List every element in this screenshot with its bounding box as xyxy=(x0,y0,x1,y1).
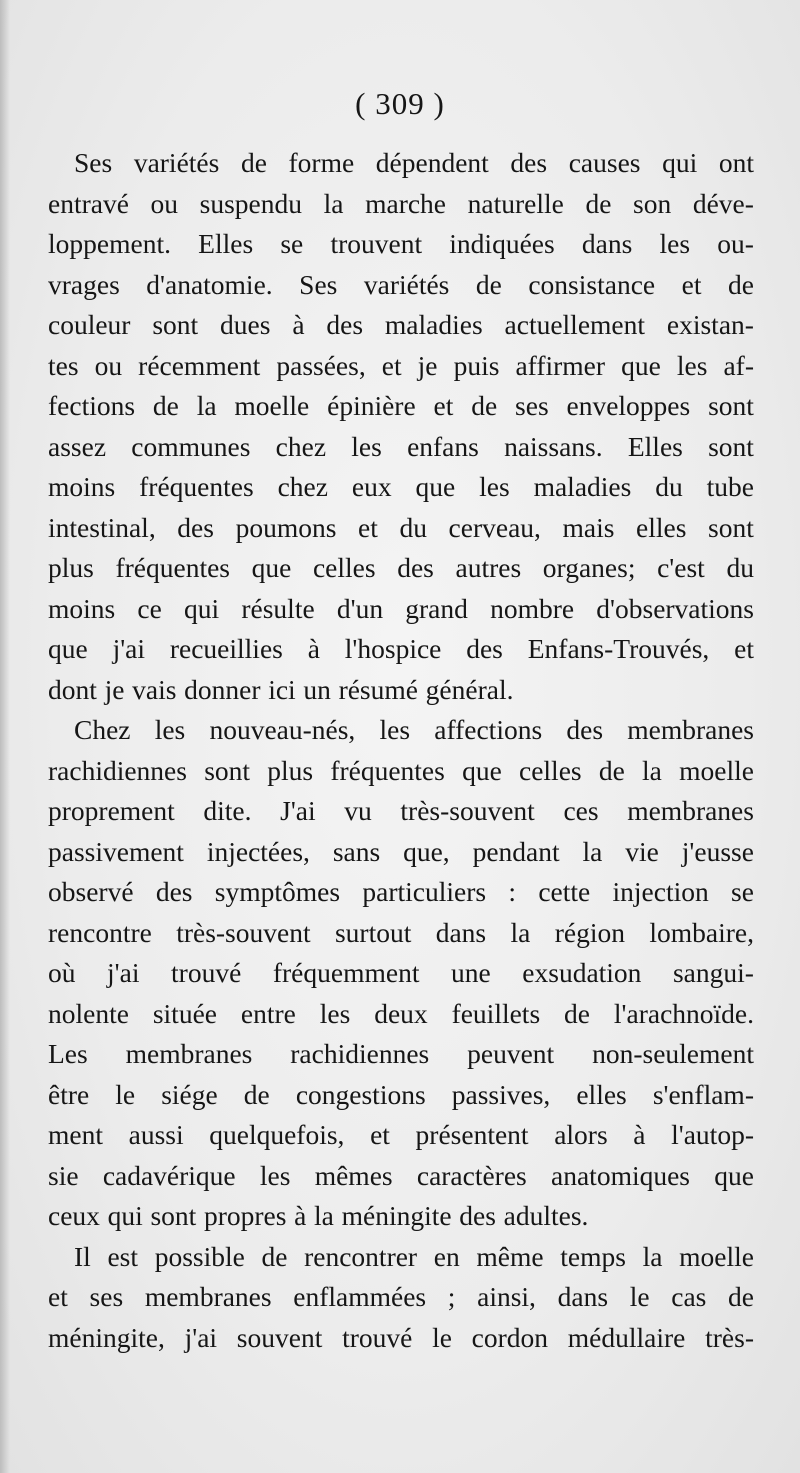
text-line: fections de la moelle épinière et de ses enveloppes sont xyxy=(48,390,754,421)
body-text xyxy=(48,143,754,1358)
text-line: passivement injectées, sans que, pendant la vie j'eusse xyxy=(48,835,754,867)
text-line: Ses variétés de forme dépendent des causes qui ont xyxy=(74,147,754,178)
text-line: méningite, j'ai souvent trouvé le cordon médullaire très- xyxy=(48,1321,754,1353)
text-line: ment aussi quelquefois, et présentent alors à l'autop- xyxy=(48,1119,754,1150)
text-line: assez communes chez les enfans naissans. Elles sont xyxy=(48,430,754,462)
text-line: moins fréquentes chez eux que les maladies du tube xyxy=(48,471,754,502)
text-line: tes ou récemment passées, et je puis affirmer que les af- xyxy=(48,349,754,381)
text-line: sie cadavérique les mêmes caractères anatomiques que xyxy=(48,1159,754,1191)
text-line: couleur sont dues à des maladies actuellement existan- xyxy=(48,309,754,340)
text-line: vrages d'anatomie. Ses variétés de consistance et de xyxy=(48,268,754,300)
text-line: dont je vais donner ici un résumé général. xyxy=(48,673,514,705)
text-line: entravé ou suspendu la marche naturelle de son déve- xyxy=(48,187,754,219)
text-line: nolente située entre les deux feuillets de l'arachnoïde. xyxy=(48,997,754,1029)
text-line: moins ce qui résulte d'un grand nombre d'observations xyxy=(48,592,754,624)
text-line: Il est possible de rencontrer en même temps la moelle xyxy=(74,1240,754,1272)
text-line: où j'ai trouvé fréquemment une exsudation sangui- xyxy=(48,957,754,988)
text-line: proprement dite. J'ai vu très-souvent ces membranes xyxy=(48,795,754,826)
text-line: Chez les nouveau-nés, les affections des membranes xyxy=(74,714,754,745)
text-line: être le siége de congestions passives, elles s'enflam- xyxy=(48,1078,754,1110)
text-line: que j'ai recueillies à l'hospice des Enfans-Trouvés, et xyxy=(48,633,754,664)
text-line: ceux qui sont propres à la méningite des adultes. xyxy=(48,1200,589,1231)
text-line: intestinal, des poumons et du cerveau, mais elles sont xyxy=(48,511,754,543)
text-line: loppement. Elles se trouvent indiquées dans les ou- xyxy=(48,228,754,259)
text-line: observé des symptômes particuliers : cette injection se xyxy=(48,876,754,907)
text-line: rachidiennes sont plus fréquentes que celles de la moelle xyxy=(48,754,754,786)
text-line: rencontre très-souvent surtout dans la région lombaire, xyxy=(48,916,754,948)
text-line: Les membranes rachidiennes peuvent non-seulement xyxy=(48,1038,754,1069)
text-line: et ses membranes enflammées ; ainsi, dans le cas de xyxy=(48,1281,754,1312)
page-number: ( 309 ) xyxy=(355,86,445,121)
text-line: plus fréquentes que celles des autres organes; c'est du xyxy=(48,552,754,583)
page-edge-shadow xyxy=(0,0,10,1473)
